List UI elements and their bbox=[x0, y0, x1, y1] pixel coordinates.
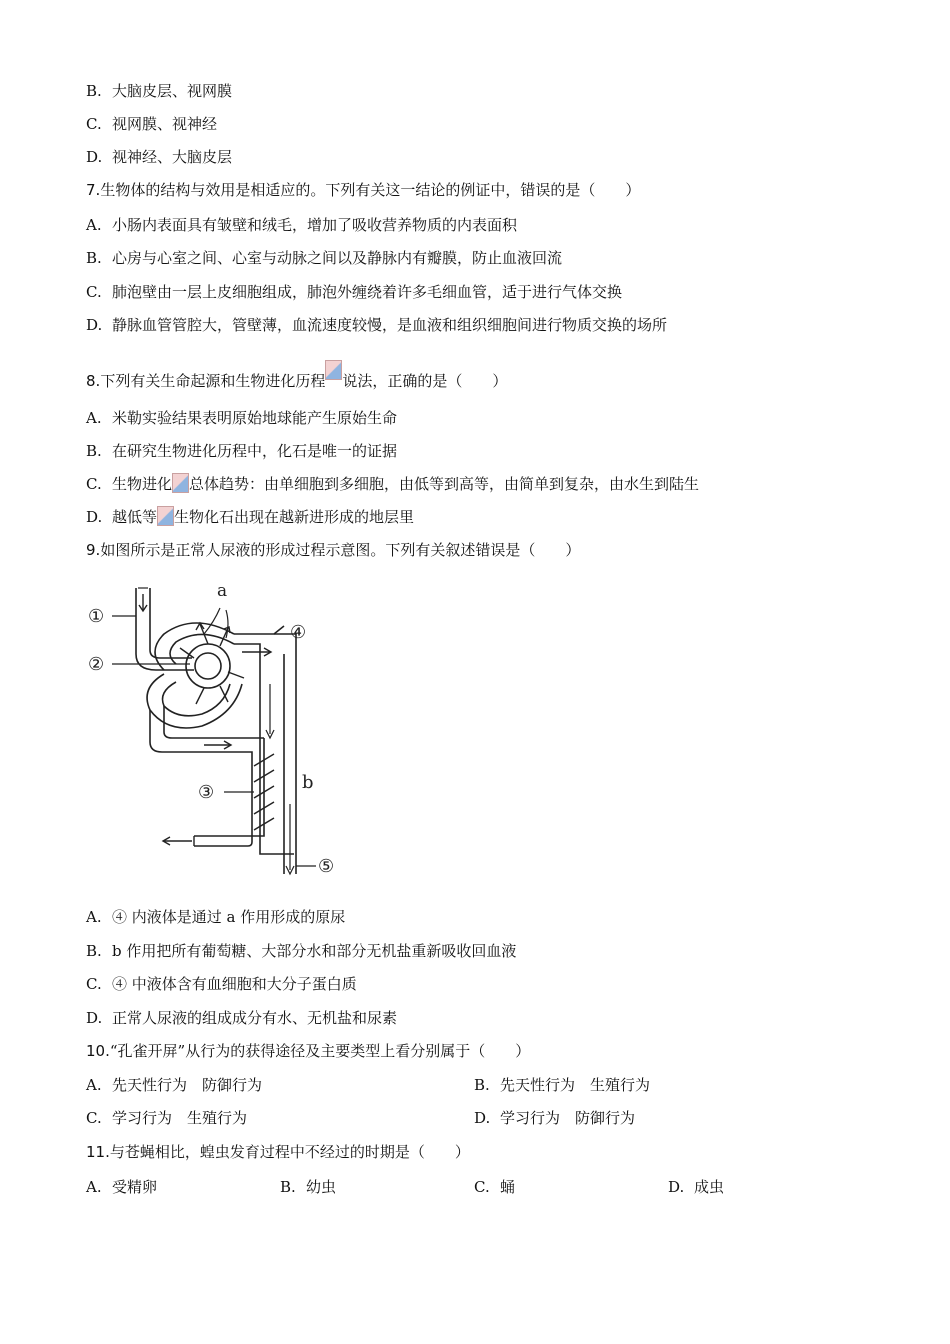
broken-image-icon bbox=[172, 473, 189, 493]
label-1: ① bbox=[88, 606, 105, 627]
q10-option-c: C. 学习行为 生殖行为 bbox=[86, 1109, 248, 1127]
q10-option-a: A. 先天性行为 防御行为 bbox=[86, 1076, 263, 1094]
q6-option-c: C. 视网膜、视神经 bbox=[86, 115, 218, 133]
label-2: ② bbox=[88, 654, 105, 675]
label-5: ⑤ bbox=[318, 856, 335, 877]
loop-inner bbox=[164, 706, 264, 738]
q10-option-b: B. 先天性行为 生殖行为 bbox=[474, 1076, 651, 1094]
q7-option-c: C. 肺泡壁由一层上皮细胞组成，肺泡外缠绕着许多毛细血管，适于进行气体交换 bbox=[86, 283, 623, 301]
q8-option-d: D. 越低等 生物化石出现在越新进形成的地层里 bbox=[86, 508, 415, 526]
q6-option-b: B. 大脑皮层、视网膜 bbox=[86, 82, 233, 100]
q7-option-d: D. 静脉血管管腔大，管壁薄，血流速度较慢，是血液和组织细胞间进行物质交换的场所 bbox=[86, 316, 668, 334]
q9-stem: 9.如图所示是正常人尿液的形成过程示意图。下列有关叙述错误是（ ） bbox=[86, 541, 581, 559]
q9-option-b: B. b 作用把所有葡萄糖、大部分水和部分无机盐重新吸收回血液 bbox=[86, 942, 517, 960]
q8-stem: 8.下列有关生命起源和生物进化历程 说法，正确的是（ ） bbox=[86, 360, 507, 392]
glomerulus-inner bbox=[195, 653, 221, 679]
q11-option-d: D. 成虫 bbox=[668, 1178, 725, 1196]
broken-image-icon bbox=[157, 506, 174, 526]
q7-option-a: A. 小肠内表面具有皱壁和绒毛，增加了吸收营养物质的内表面积 bbox=[86, 216, 518, 234]
q9-option-a: A. ④ 内液体是通过 a 作用形成的原尿 bbox=[86, 908, 346, 926]
q11-stem: 11.与苍蝇相比，蝗虫发育过程中不经过的时期是（ ） bbox=[86, 1143, 470, 1161]
q11-option-b: B. 幼虫 bbox=[280, 1178, 337, 1196]
capsule-outer-top bbox=[155, 623, 234, 670]
label-a: a bbox=[217, 581, 228, 601]
vessel-right-outer bbox=[274, 634, 296, 874]
glomerulus-outer bbox=[186, 644, 230, 688]
q7-stem: 7.生物体的结构与效用是相适应的。下列有关这一结论的例证中，错误的是（ ） bbox=[86, 181, 641, 199]
q9-option-d: D. 正常人尿液的组成成分有水、无机盐和尿素 bbox=[86, 1009, 398, 1027]
tubule-top bbox=[234, 626, 284, 634]
q11-option-c: C. 蛹 bbox=[474, 1178, 516, 1196]
q8-option-a: A. 米勒实验结果表明原始地球能产生原始生命 bbox=[86, 409, 398, 427]
label-b: b bbox=[302, 772, 314, 793]
capsule-inner-top bbox=[170, 634, 234, 664]
q9-option-c: C. ④ 中液体含有血细胞和大分子蛋白质 bbox=[86, 975, 357, 993]
q10-option-d: D. 学习行为 防御行为 bbox=[474, 1109, 636, 1127]
q10-stem: 10.“孔雀开屏”从行为的获得途径及主要类型上看分别属于（ ） bbox=[86, 1042, 531, 1060]
q6-option-d: D. 视神经、大脑皮层 bbox=[86, 148, 233, 166]
broken-image-icon bbox=[325, 360, 342, 380]
label-3: ③ bbox=[198, 782, 215, 803]
q8-option-c: C. 生物进化 总体趋势：由单细胞到多细胞，由低等到高等，由简单到复杂，由水生到陆生 bbox=[86, 475, 700, 493]
nephron-diagram bbox=[84, 574, 346, 890]
loop-outer bbox=[150, 710, 252, 846]
q11-option-a: A. 受精卵 bbox=[86, 1178, 158, 1196]
q8-option-b: B. 在研究生物进化历程中，化石是唯一的证据 bbox=[86, 442, 398, 460]
label-4: ④ bbox=[290, 622, 307, 643]
q7-option-b: B. 心房与心室之间、心室与动脉之间以及静脉内有瓣膜，防止血液回流 bbox=[86, 249, 563, 267]
